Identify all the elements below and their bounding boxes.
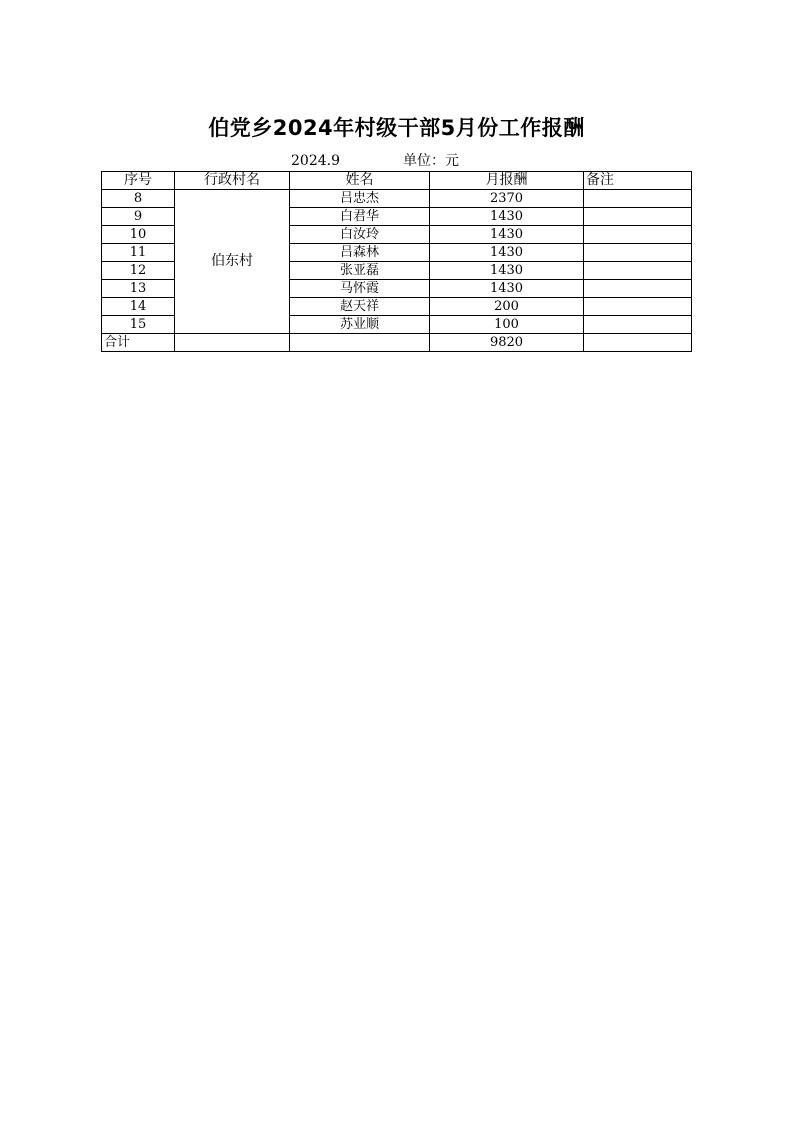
table-row — [102, 190, 692, 208]
name-cell: 赵天祥 — [290, 298, 430, 316]
total-village-cell — [175, 334, 290, 352]
note-cell — [584, 280, 692, 298]
header-seq: 序号 — [102, 172, 175, 190]
total-name-cell — [290, 334, 430, 352]
pay-cell: 200 — [430, 298, 584, 316]
village-cell: 伯东村 — [175, 190, 290, 334]
name-cell: 马怀霞 — [290, 280, 430, 298]
table-header-row — [102, 172, 692, 190]
seq-cell: 15 — [102, 316, 175, 334]
total-label: 合计 — [102, 334, 175, 352]
currency-unit: 单位：元 — [403, 153, 459, 169]
seq-cell: 12 — [102, 262, 175, 280]
total-row — [102, 334, 692, 352]
name-cell: 吕忠杰 — [290, 190, 430, 208]
note-cell — [584, 244, 692, 262]
name-cell: 吕森林 — [290, 244, 430, 262]
name-cell: 苏业顺 — [290, 316, 430, 334]
seq-cell: 11 — [102, 244, 175, 262]
seq-cell: 13 — [102, 280, 175, 298]
header-note: 备注 — [584, 172, 692, 190]
note-cell — [584, 262, 692, 280]
note-cell — [584, 316, 692, 334]
total-pay-cell: 9820 — [430, 334, 584, 352]
report-date: 2024.9 — [291, 153, 340, 169]
seq-cell: 10 — [102, 226, 175, 244]
note-cell — [584, 190, 692, 208]
header-village: 行政村名 — [175, 172, 290, 190]
pay-cell: 1430 — [430, 262, 584, 280]
pay-cell: 1430 — [430, 208, 584, 226]
total-note-cell — [584, 334, 692, 352]
pay-cell: 1430 — [430, 244, 584, 262]
seq-cell: 8 — [102, 190, 175, 208]
pay-cell: 2370 — [430, 190, 584, 208]
pay-cell: 100 — [430, 316, 584, 334]
seq-cell: 9 — [102, 208, 175, 226]
name-cell: 白君华 — [290, 208, 430, 226]
header-pay: 月报酬 — [430, 172, 584, 190]
seq-cell: 14 — [102, 298, 175, 316]
document-title: 伯党乡2024年村级干部5月份工作报酬 — [208, 116, 585, 140]
note-cell — [584, 208, 692, 226]
name-cell: 白汝玲 — [290, 226, 430, 244]
pay-table — [101, 171, 692, 352]
note-cell — [584, 298, 692, 316]
note-cell — [584, 226, 692, 244]
pay-cell: 1430 — [430, 226, 584, 244]
header-name: 姓名 — [290, 172, 430, 190]
pay-cell: 1430 — [430, 280, 584, 298]
name-cell: 张亚磊 — [290, 262, 430, 280]
